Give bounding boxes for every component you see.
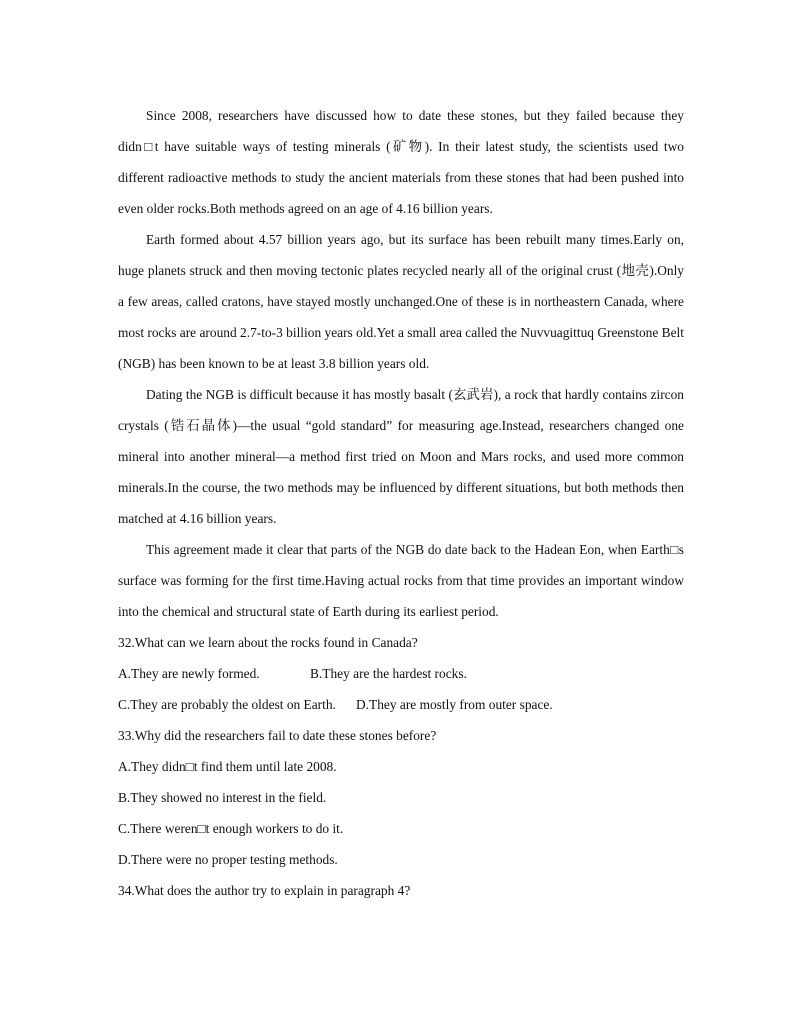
question-32-option-b: B.They are the hardest rocks.: [310, 666, 467, 681]
passage-paragraph-4: This agreement made it clear that parts of the NGB do date back to the Hadean Eon, when Earth□s surface was forming for the first time.Having actual rocks from that time provides an important window into the chemical and structural state of Earth during its earliest period.: [118, 542, 684, 619]
question-32-options-row-2: [118, 689, 684, 720]
question-33: [118, 720, 684, 875]
question-33-option-d: D.There were no proper testing methods.: [118, 852, 338, 867]
passage-paragraph-1: Since 2008, researchers have discussed how to date these stones, but they failed because they didn□t have suitable ways of testing minerals (矿物). In their latest study, the scientists used two different radioactive methods to study the ancient materials from these stones that had been pushed into even older rocks.Both methods agreed on an age of 4.16 billion years.: [118, 108, 684, 216]
question-32-option-a: A.They are newly formed.: [118, 666, 260, 681]
passage-paragraph-2: Earth formed about 4.57 billion years ago, but its surface has been rebuilt many times.Early on, huge planets struck and then moving tectonic plates recycled nearly all of the original crust (地壳).Only a few areas, called cratons, have stayed mostly unchanged.One of these is in northeastern Canada, where most rocks are around 2.7-to-3 billion years old.Yet a small area called the Nuvvuagittuq Greenstone Belt (NGB) has been known to be at least 3.8 billion years old.: [118, 232, 684, 371]
question-34-stem: 34.What does the author try to explain in paragraph 4?: [118, 883, 411, 898]
question-32-option-c: C.They are probably the oldest on Earth.: [118, 697, 336, 712]
question-32-option-d: D.They are mostly from outer space.: [356, 697, 553, 712]
question-33-option-c: C.There weren□t enough workers to do it.: [118, 821, 344, 836]
question-32: [118, 627, 684, 720]
passage-paragraph-3: Dating the NGB is difficult because it has mostly basalt (玄武岩), a rock that hardly contains zircon crystals (锆石晶体)—the usual “gold standard” for measuring age.Instead, researchers changed one mineral into another mineral—a method first tried on Moon and Mars rocks, and used more common minerals.In the course, the two methods may be influenced by different situations, but both methods then matched at 4.16 billion years.: [118, 387, 684, 526]
question-33-option-a: A.They didn□t find them until late 2008.: [118, 759, 337, 774]
question-34: [118, 875, 684, 906]
question-32-options-row-1: [118, 658, 684, 689]
question-32-stem: 32.What can we learn about the rocks found in Canada?: [118, 635, 418, 650]
question-33-option-b: B.They showed no interest in the field.: [118, 790, 327, 805]
document-page: [118, 100, 684, 906]
question-33-stem: 33.Why did the researchers fail to date these stones before?: [118, 728, 437, 743]
